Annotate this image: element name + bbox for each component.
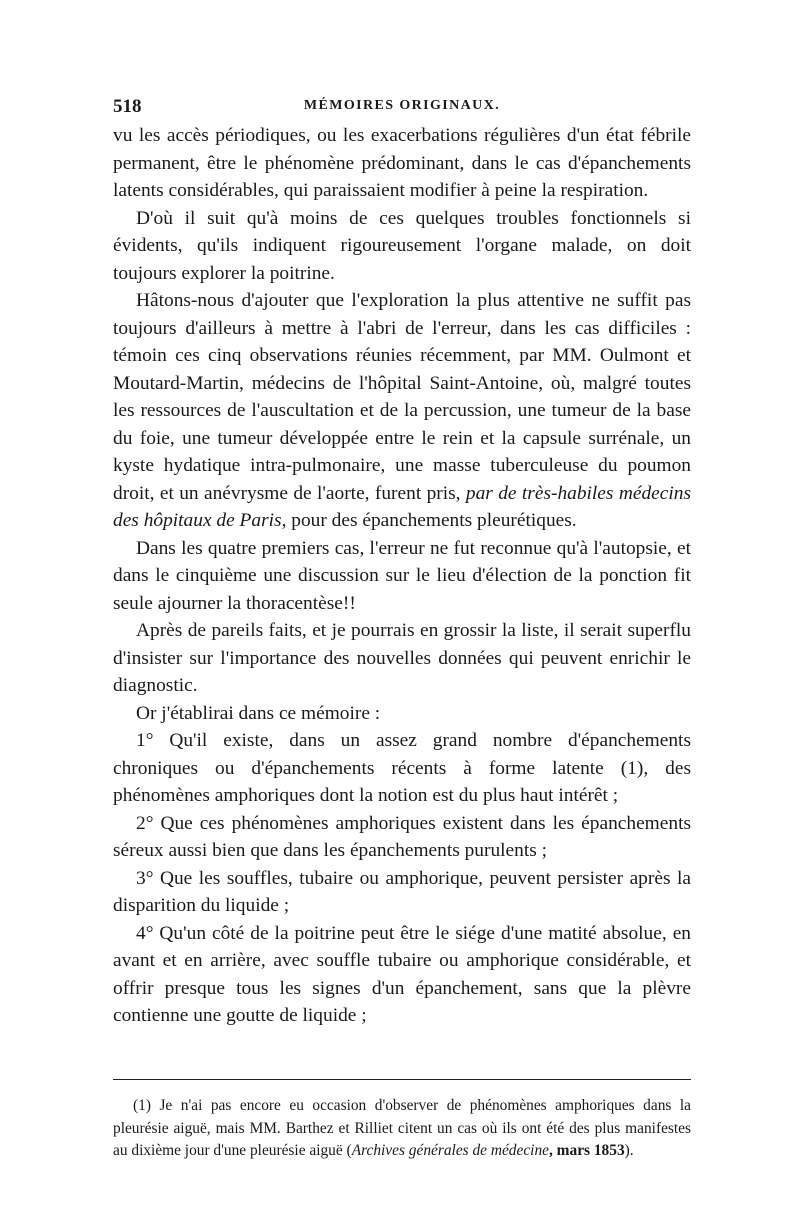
paragraph-text: Hâtons-nous d'ajouter que l'exploration la plus attentive ne suffit pas toujours d'ailleurs à mettre à l'abri de l'erreur, dans les cas difficiles : témoin ces cinq observations réunies récemment, par MM. Oulmont et Moutard-Martin, médecins de l'hôpital Saint-Antoine, où, malgré toutes les ressources de l'auscultation et de la percussion, une tumeur de la base du foie, une tumeur développée entre le rein et la capsule surrénale, un kyste hydatique intra-pulmonaire, une masse tuberculeuse du poumon droit, et un anévrysme de l'aorte, furent pris,: [113, 290, 691, 504]
paragraph: D'où il suit qu'à moins de ces quelques troubles fonctionnels si évidents, qu'ils indiquent rigoureusement l'organe malade, on doit toujours explorer la poitrine.: [113, 207, 691, 284]
italic-quote: par de très-habiles médecins des hôpitaux de Paris: [113, 482, 691, 531]
footnote: [113, 1095, 691, 1163]
footnote-end: ).: [624, 1142, 634, 1159]
footnote-text: [113, 1095, 691, 1163]
page-number: 518: [113, 96, 142, 117]
list-item-1: 1° Qu'il existe, dans un assez grand nombre d'épanchements chroniques ou d'épanchements récents à forme latente (1), des phénomènes amphoriques dont la notion est du plus haut intérêt ;: [113, 730, 691, 806]
paragraph: Or j'établirai dans ce mémoire :: [136, 702, 381, 724]
page-header: [113, 96, 691, 120]
running-title: MÉMOIRES ORIGINAUX.: [303, 98, 501, 113]
footnote-date: , mars 1853: [548, 1142, 625, 1159]
paragraph-text: , pour des épanchements pleurétiques.: [281, 510, 577, 531]
paragraph: Après de pareils faits, et je pourrais en grossir la liste, il serait superflu d'insister sur l'importance des nouvelles données qui peuvent enrichir le diagnostic.: [113, 620, 691, 696]
list-item-3: 3° Que les souffles, tubaire ou amphorique, peuvent persister après la disparition du liquide ;: [113, 867, 691, 916]
footnote-divider: [113, 1079, 691, 1080]
paragraph-with-italic: [113, 287, 691, 535]
list-item-2: 2° Que ces phénomènes amphoriques existent dans les épanchements séreux aussi bien que dans les épanchements purulents ;: [113, 812, 691, 861]
list-item-4: 4° Qu'un côté de la poitrine peut être le siége d'une matité absolue, en avant et en arrière, avec souffle tubaire ou amphorique considérable, et offrir presque tous les signes d'un épanchement, sans que la plèvre contienne une goutte de liquide ;: [113, 922, 691, 1026]
paragraph: Dans les quatre premiers cas, l'erreur ne fut reconnue qu'à l'autopsie, et dans le cinquième une discussion sur le lieu d'élection de la ponction fit seule ajourner la thoracentèse!!: [113, 537, 691, 614]
footnote-body: (1) Je n'ai pas encore eu occasion d'observer de phénomènes amphoriques dans la pleurésie aiguë, mais MM. Barthez et Rilliet citent un cas où ils ont été des plus manifestes au dixième jour d'une pleurésie aiguë (: [113, 1097, 691, 1159]
paragraph-continuation: vu les accès périodiques, ou les exacerbations régulières d'un état fébrile permanent, être le phénomène prédominant, dans le cas d'épanchements latents considérables, qui paraissaient modifier à peine la respiration.: [113, 125, 691, 201]
footnote-journal: Archives générales de médecine: [351, 1142, 549, 1159]
main-text: [113, 122, 691, 1030]
